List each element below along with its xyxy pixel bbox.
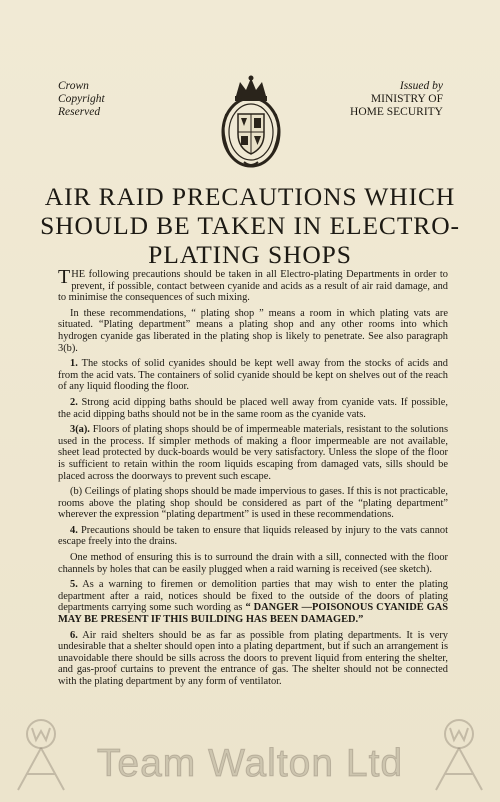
paragraph-text: Air raid shelters should be as far as possible from plating departments. It is very undesirable that a shelter should open into a plating department, but if such an arrangement is unavoidable there should be sills across the doors to prevent liquid from entering the shelter, and gas-proof curtains to prevent the entrance of gas. The shelter should not be connected with the plating department by any form of ventilator. (58, 629, 448, 687)
paragraph-text: Floors of plating shops should be of impermeable materials, resistant to the solutions used in the process. If simpler methods of making a floor impermeable are not available, sheet lead protected by duck-boards would be very satisfactory. Unless the slope of the floor is sufficient to retain within the room liquids escaping from damaged vats, sills should be placed across the doorways to prevent such escape. (58, 424, 448, 482)
copyright-line: Copyright (58, 93, 105, 105)
paragraph-text: Precautions should be taken to ensure that liquids released by injury to the vats cannot escape freely into the drains. (58, 524, 448, 548)
paragraph-text: Strong acid dipping baths should be placed well away from cyanide vats. If possible, the acid dipping baths should not be in the same room as the cyanide vats. (58, 396, 448, 420)
intro-text: HE following precautions should be taken in all Electro-plating Departments in order to prevent, if possible, contact between cyanide and acids as a result of air raid damage, and to minimise the consequences of such mixing. (58, 269, 448, 304)
crown-copyright-note (58, 80, 105, 119)
issuer-line: MINISTRY OF (370, 93, 443, 105)
paragraph-2 (58, 397, 448, 420)
issuer-line: HOME SECURITY (350, 106, 443, 118)
paragraph-text: The stocks of solid cyanides should be kept well away from the stocks of acids and from the acid vats. The containers of solid cyanide should be kept on shelves out of the reach of any liquid flooding the floor. (58, 358, 448, 393)
issued-by-label: Issued by (399, 80, 443, 92)
paragraph-number: 6. (70, 629, 78, 641)
paragraph-5 (58, 579, 448, 625)
page-title: AIR RAID PRECAUTIONS WHICH SHOULD BE TAKEN IN ELECTRO-PLATING SHOPS (40, 182, 460, 269)
watermark-text: Team Walton Ltd (96, 742, 404, 785)
copyright-line: Reserved (58, 106, 101, 118)
royal-coat-of-arms-icon (218, 74, 284, 170)
paragraph-3b: (b) Ceilings of plating shops should be made impervious to gases. If this is not practicable, rooms above the plating shop should be considered as part of the “plating department” wherever the expression “plating department” is used in these recommendations. (58, 486, 448, 521)
definitions-paragraph: In these recommendations, “ plating shop ” means a room in which plating vats are situated. “Plating department” means a plating shop and any other rooms into which hydrogen cyanide gas liberated in the plating shop is likely to penetrate. See also paragraph 3(b). (58, 307, 448, 354)
copyright-line: Crown (58, 80, 89, 92)
paragraph-number: 1. (70, 358, 78, 370)
paragraph-number: 2. (70, 396, 78, 408)
paragraph-6 (58, 630, 448, 688)
paragraph-4 (58, 525, 448, 548)
paragraph-number: 4. (70, 524, 78, 536)
paragraph-3a (58, 424, 448, 482)
paragraph-number: 3(a). (70, 424, 90, 436)
drop-cap: T (58, 266, 71, 288)
issuer-note (350, 80, 443, 119)
paragraph-number: 5. (70, 579, 78, 591)
intro-paragraph (58, 266, 448, 304)
document-body (58, 266, 448, 692)
paragraph-4-method: One method of ensuring this is to surround the drain with a sill, connected with the floor channels by holes that can be easily plugged when a raid warning is received (see sketch). (58, 552, 448, 575)
danger-warning-text: “ DANGER —POISONOUS CYANIDE GAS MAY BE PRESENT IF THIS BUILDING HAS BEEN DAMAGED.” (58, 602, 448, 626)
paragraph-1 (58, 358, 448, 393)
paragraph-text: As a warning to firemen or demolition parties that may wish to enter the plating department after a raid, notices should be fixed to the outside of the doors of plating departments carrying some such wording as (58, 579, 448, 614)
